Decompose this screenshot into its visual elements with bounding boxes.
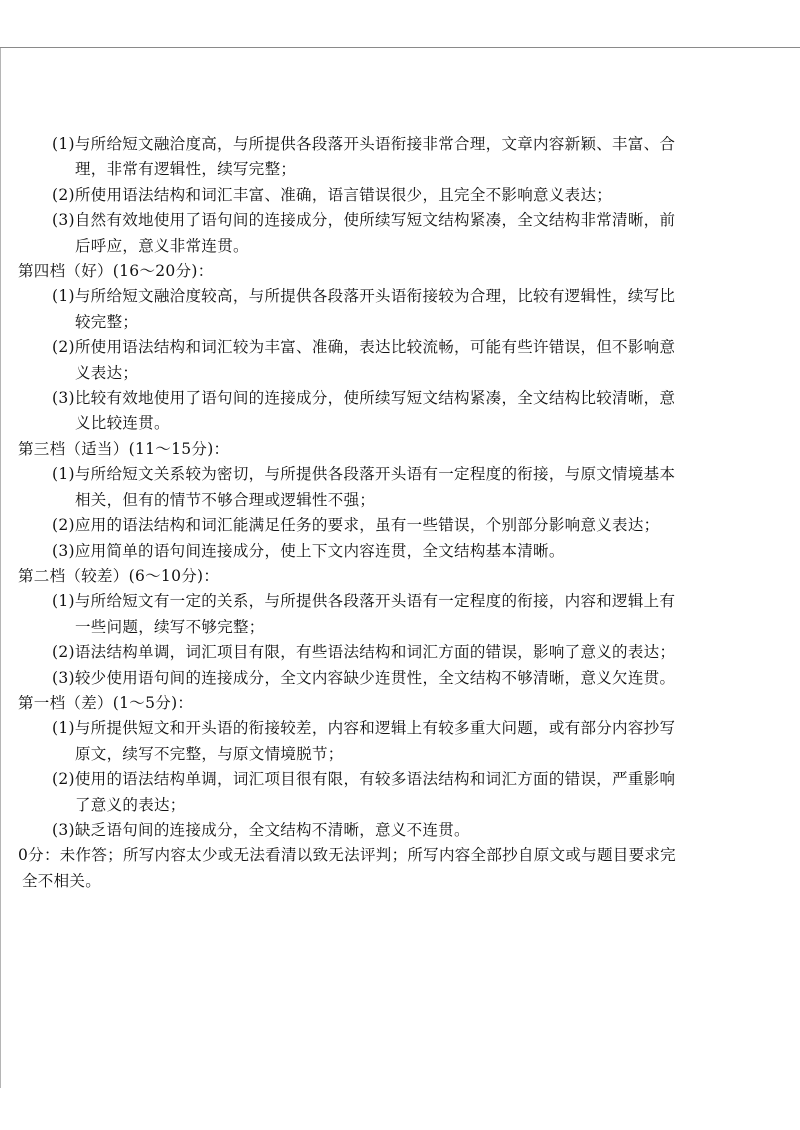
criterion-text-continued: 较完整；	[75, 312, 139, 331]
criterion-text: (2)使用的语法结构单调，词汇项目很有限，有较多语法结构和词汇方面的错误，严重影响	[52, 770, 676, 789]
tier4-criterion-1	[18, 284, 696, 335]
zero-score-note	[18, 843, 696, 894]
tier1-heading: 第一档（差）(1～5分)：	[18, 693, 194, 712]
criterion-text: (3)应用简单的语句间连接成分，使上下文内容连贯，全文结构基本清晰。	[52, 541, 565, 560]
tier4-criterion-2	[18, 335, 696, 386]
criterion-text: (3)比较有效地使用了语句间的连接成分，使所续写短文结构紧凑，全文结构比较清晰，意	[52, 389, 676, 408]
tier2-criterion-1	[18, 589, 696, 640]
criterion-text: (1)与所给短文有一定的关系，与所提供各段落开头语有一定程度的衔接，内容和逻辑上有	[52, 592, 676, 611]
tier5-criterion-1	[18, 132, 696, 183]
zero-score-text-continued: 全不相关。	[22, 871, 102, 890]
tier2-criterion-3	[18, 666, 696, 691]
scoring-rubric-document	[18, 132, 696, 894]
criterion-text: (3)自然有效地使用了语句间的连接成分，使所续写短文结构紧凑，全文结构非常清晰，前	[52, 211, 676, 230]
zero-score-text: 0分：未作答；所写内容太少或无法看清以致无法评判；所写内容全部抄自原文或与题目要求完	[18, 846, 676, 865]
criterion-text-continued: 一些问题，续写不够完整；	[75, 617, 265, 636]
tier2-section	[18, 564, 696, 691]
tier3-criterion-3	[18, 539, 696, 564]
criterion-text-continued: 原文，续写不完整，与原文情境脱节；	[75, 744, 344, 763]
tier4-criterion-3	[18, 386, 696, 437]
tier4-heading: 第四档（好）(16～20分)：	[18, 262, 214, 281]
criterion-text: (2)所使用语法结构和词汇较为丰富、准确，表达比较流畅，可能有些许错误，但不影响意	[52, 338, 676, 357]
criterion-text: (2)应用的语法结构和词汇能满足任务的要求，虽有一些错误，个别部分影响意义表达；	[52, 516, 660, 535]
criterion-text-continued: 后呼应，意义非常连贯。	[75, 236, 249, 255]
tier5-criterion-3	[18, 208, 696, 259]
tier1-section	[18, 691, 696, 843]
tier4-section	[18, 259, 696, 437]
criterion-text-continued: 相关，但有的情节不够合理或逻辑性不强；	[75, 490, 376, 509]
criterion-text-continued: 义比较连贯。	[75, 414, 170, 433]
criterion-text: (2)所使用语法结构和词汇丰富、准确，语言错误很少，且完全不影响意义表达；	[52, 185, 613, 204]
tier1-criterion-3	[18, 818, 696, 843]
tier3-section	[18, 437, 696, 564]
criterion-text: (3)缺乏语句间的连接成分，全文结构不清晰，意义不连贯。	[52, 820, 470, 839]
tier2-criterion-2	[18, 640, 696, 665]
tier3-criterion-1	[18, 462, 696, 513]
page-left-border	[0, 48, 1, 1088]
criterion-text: (1)与所给短文融洽度高，与所提供各段落开头语衔接非常合理，文章内容新颖、丰富、合	[52, 135, 676, 153]
page-top-border	[0, 47, 800, 48]
tier2-heading: 第二档（较差）(6～10分)：	[18, 566, 220, 585]
criterion-text: (3)较少使用语句间的连接成分，全文内容缺少连贯性，全文结构不够清晰，意义欠连贯。	[52, 668, 676, 687]
tier1-criterion-1	[18, 716, 696, 767]
tier1-criterion-2	[18, 767, 696, 818]
criterion-text-continued: 了意义的表达；	[75, 795, 186, 814]
criterion-text: (1)与所提供短文和开头语的衔接较差，内容和逻辑上有较多重大问题，或有部分内容抄写	[52, 719, 676, 738]
criterion-text: (1)与所给短文融洽度较高，与所提供各段落开头语衔接较为合理，比较有逻辑性，续写比	[52, 287, 676, 306]
criterion-text: (1)与所给短文关系较为密切，与所提供各段落开头语有一定程度的衔接，与原文情境基本	[52, 465, 676, 484]
tier3-heading: 第三档（适当）(11～15分)：	[18, 439, 230, 458]
criterion-text: (2)语法结构单调，词汇项目有限，有些语法结构和词汇方面的错误，影响了意义的表达；	[52, 643, 676, 662]
tier5-criteria-list	[18, 132, 696, 259]
tier3-criterion-2	[18, 513, 696, 538]
tier5-criterion-2	[18, 183, 696, 208]
criterion-text-continued: 理，非常有逻辑性，续写完整；	[75, 160, 297, 179]
criterion-text-continued: 义表达；	[75, 363, 139, 382]
